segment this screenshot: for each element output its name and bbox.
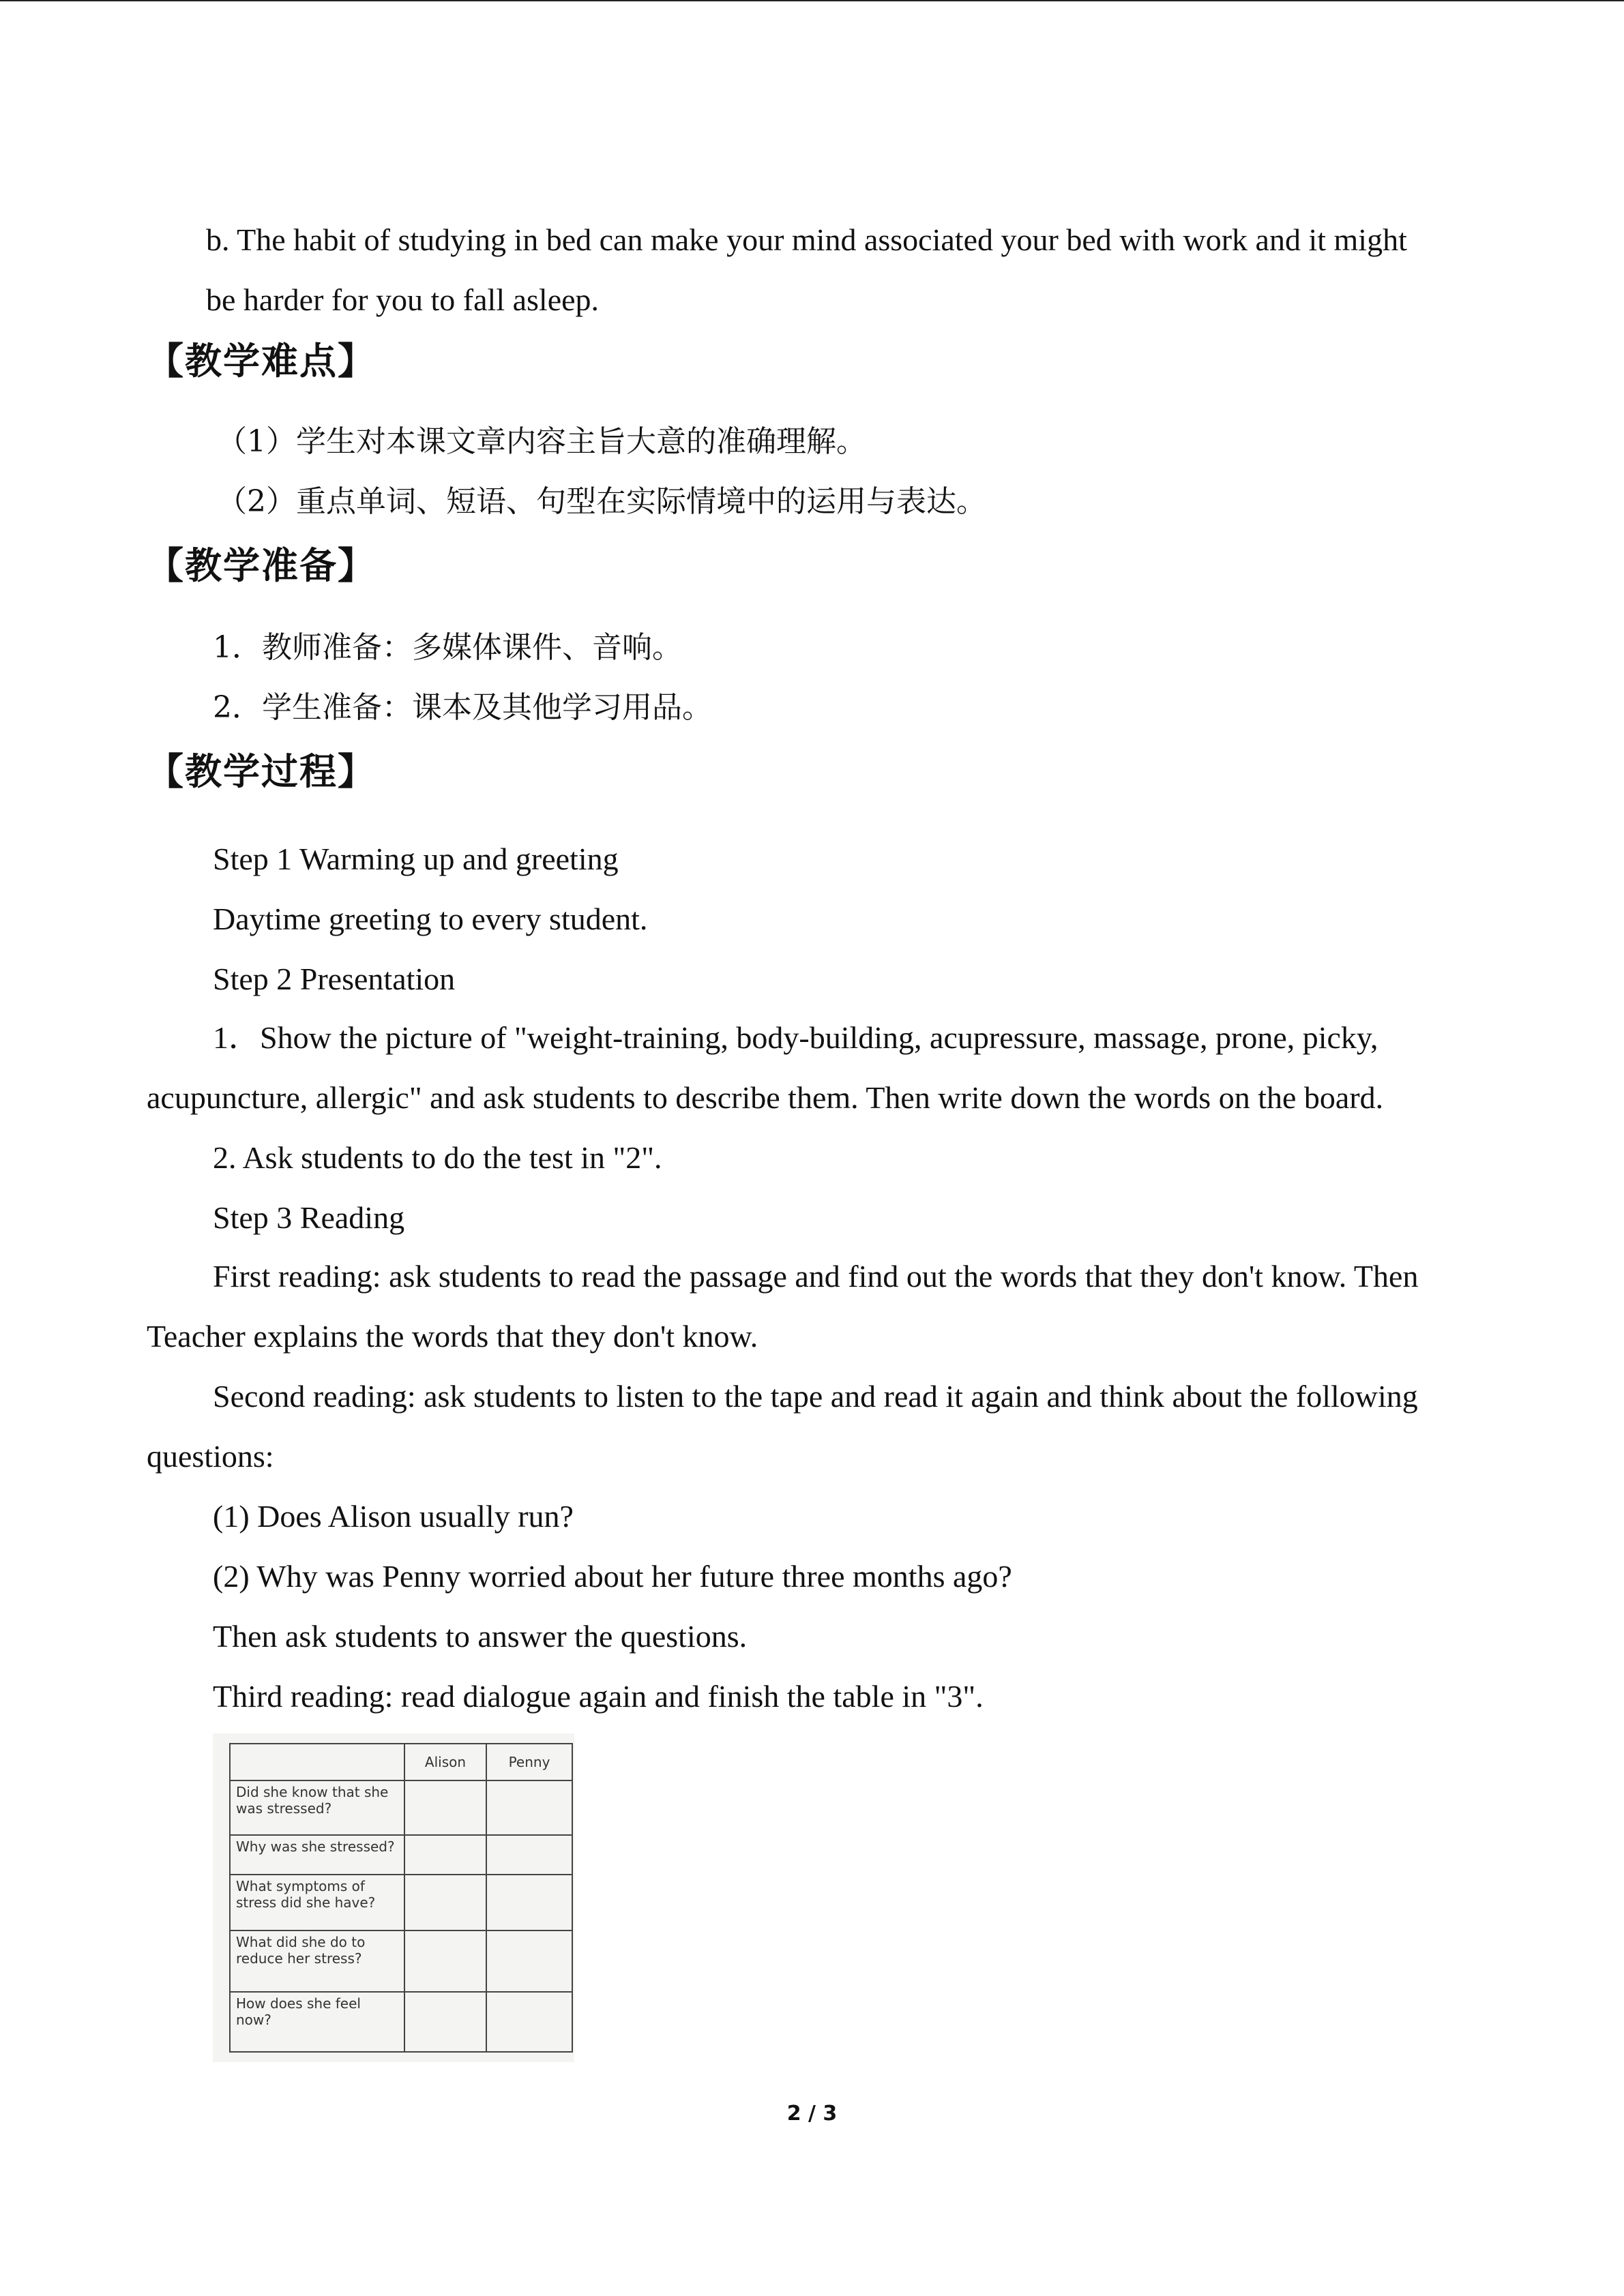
section-heading-process: 【教学过程】 [147, 750, 376, 793]
body-text-line: Daytime greeting to every student. [213, 901, 648, 936]
body-text-line: 2．学生准备：课本及其他学习用品。 [213, 690, 712, 725]
section-heading-preparation: 【教学准备】 [147, 544, 376, 587]
body-text-line: Then ask students to answer the questions. [213, 1619, 748, 1654]
table-row [230, 1780, 572, 1835]
table-image [213, 1733, 574, 2062]
table-cell [486, 1930, 572, 1992]
body-text-line: 1．教师准备：多媒体课件、音响。 [213, 630, 682, 665]
page-number: 2 / 3 [786, 2102, 838, 2126]
body-text-line: questions: [147, 1439, 274, 1474]
body-text-line: First reading: ask students to read the passage and find out the words that they don't know. Then [213, 1259, 1419, 1294]
table-cell [404, 1930, 486, 1992]
body-text-line: b. The habit of studying in bed can make your mind associated your bed with work and it might [206, 222, 1407, 257]
section-heading-difficulty: 【教学难点】 [147, 340, 376, 383]
body-text-line: be harder for you to fall asleep. [206, 282, 600, 317]
table-cell [486, 1992, 572, 2052]
body-text-line: (1) Does Alison usually run? [213, 1499, 574, 1534]
table-row [230, 1930, 572, 1992]
body-text-line: Teacher explains the words that they don't know. [147, 1319, 758, 1354]
table-header-penny: Penny [486, 1744, 572, 1780]
table-row-label: How does she feel now? [230, 1992, 404, 2052]
table-cell [404, 1992, 486, 2052]
table-row-label: What symptoms of stress did she have? [230, 1875, 404, 1930]
body-text-line: （1）学生对本课文章内容主旨大意的准确理解。 [217, 424, 866, 459]
body-text-line: （2）重点单词、短语、句型在实际情境中的运用与表达。 [217, 484, 986, 519]
table-cell [404, 1780, 486, 1835]
body-text-line: acupuncture, allergic" and ask students to describe them. Then write down the words on the board. [147, 1080, 1384, 1115]
table-row-label: What did she do to reduce her stress? [230, 1930, 404, 1992]
table-header-empty [230, 1744, 404, 1780]
table-cell [486, 1780, 572, 1835]
table-cell [404, 1875, 486, 1930]
table-row [230, 1992, 572, 2052]
table-row [230, 1835, 572, 1875]
table-header-alison: Alison [404, 1744, 486, 1780]
body-text-line: Second reading: ask students to listen to the tape and read it again and think about the following [213, 1379, 1418, 1414]
body-text-line: (2) Why was Penny worried about her future three months ago? [213, 1559, 1012, 1594]
table-cell [404, 1835, 486, 1875]
body-text-line: Third reading: read dialogue again and finish the table in "3". [213, 1679, 984, 1714]
body-text-line: 1．Show the picture of "weight-training, body-building, acupressure, massage, prone, picky, [213, 1020, 1378, 1055]
table-row-label: Did she know that she was stressed? [230, 1780, 404, 1835]
body-text-line: 2. Ask students to do the test in "2". [213, 1140, 662, 1175]
table-row-label: Why was she stressed? [230, 1835, 404, 1875]
body-text-line: Step 3 Reading [213, 1200, 405, 1235]
table-cell [486, 1875, 572, 1930]
table-row [230, 1875, 572, 1930]
table-cell [486, 1835, 572, 1875]
stress-table [229, 1743, 573, 2053]
body-text-line: Step 1 Warming up and greeting [213, 841, 619, 876]
table-header-row [230, 1744, 572, 1780]
body-text-line: Step 2 Presentation [213, 961, 456, 996]
